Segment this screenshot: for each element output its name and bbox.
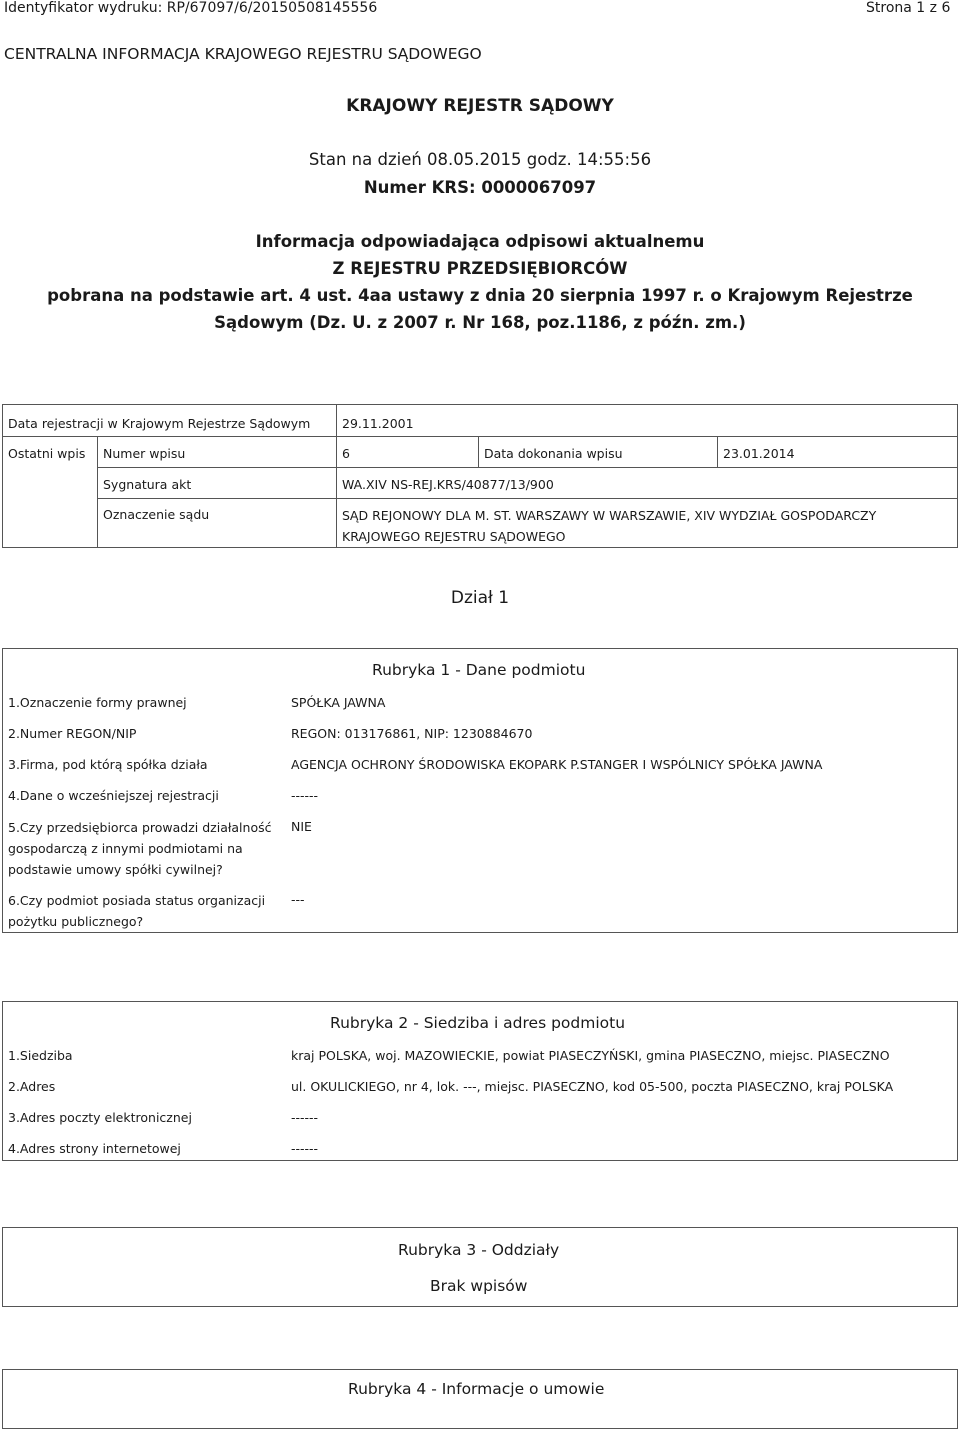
entry-number-value: 6	[342, 446, 350, 461]
entry-date-label: Data dokonania wpisu	[484, 446, 623, 461]
rubryka-3-title: Rubryka 3 - Oddziały	[398, 1241, 560, 1259]
reg-date-value: 29.11.2001	[342, 416, 414, 431]
court-value: SĄD REJONOWY DLA M. ST. WARSZAWY W WARSZAWIE, XIV WYDZIAŁ GOSPODARCZY KRAJOWEGO REJESTRU SĄDOWEGO	[342, 508, 877, 544]
rubryka-3-note: Brak wpisów	[430, 1277, 528, 1295]
legal-basis-line-2: Sądowym (Dz. U. z 2007 r. Nr 168, poz.1186, z późn. zm.)	[214, 313, 746, 332]
r1-value-2: REGON: 013176861, NIP: 1230884670	[291, 726, 533, 741]
rubryka-4-box	[2, 1369, 958, 1429]
page-number: Strona 1 z 6	[866, 0, 951, 16]
r1-label-5: 5.Czy przedsiębiorca prowadzi działalność gospodarczą z innymi podmiotami na podstawie umowy spółki cywilnej?	[8, 820, 272, 877]
signature-value: WA.XIV NS-REJ.KRS/40877/13/900	[342, 477, 554, 492]
entry-date-value: 23.01.2014	[723, 446, 795, 461]
r1-label-3: 3.Firma, pod którą spółka działa	[8, 757, 208, 772]
rubryka-4-title: Rubryka 4 - Informacje o umowie	[348, 1380, 605, 1398]
legal-basis-line-1: pobrana na podstawie art. 4 ust. 4aa ustawy z dnia 20 sierpnia 1997 r. o Krajowym Rejestrze	[47, 286, 913, 305]
r2-value-1: kraj POLSKA, woj. MAZOWIECKIE, powiat PIASECZYŃSKI, gmina PIASECZNO, miejsc. PIASECZNO	[291, 1048, 890, 1063]
rubryka-3-box	[2, 1227, 958, 1307]
section-title: Dział 1	[450, 588, 510, 608]
r2-label-2: 2.Adres	[8, 1079, 56, 1094]
court-label: Oznaczenie sądu	[103, 507, 210, 522]
print-identifier: Identyfikator wydruku: RP/67097/6/20150508145556	[4, 0, 378, 16]
r1-value-6: ---	[291, 892, 305, 907]
entry-number-label: Numer wpisu	[103, 446, 186, 461]
r2-label-4: 4.Adres strony internetowej	[8, 1141, 181, 1156]
reg-date-label: Data rejestracji w Krajowym Rejestrze Sądowym	[8, 416, 311, 431]
institution-name: CENTRALNA INFORMACJA KRAJOWEGO REJESTRU SĄDOWEGO	[4, 45, 482, 63]
r1-label-1: 1.Oznaczenie formy prawnej	[8, 695, 187, 710]
r2-value-4: ------	[291, 1141, 319, 1156]
state-date: Stan na dzień 08.05.2015 godz. 14:55:56	[308, 150, 652, 169]
rubryka-2-title: Rubryka 2 - Siedziba i adres podmiotu	[330, 1014, 626, 1032]
r2-label-1: 1.Siedziba	[8, 1048, 73, 1063]
r1-value-1: SPÓŁKA JAWNA	[291, 695, 386, 710]
r2-label-3: 3.Adres poczty elektronicznej	[8, 1110, 192, 1125]
signature-label: Sygnatura akt	[103, 477, 192, 492]
info-line-2: Z REJESTRU PRZEDSIĘBIORCÓW	[332, 259, 628, 278]
last-entry-label: Ostatni wpis	[8, 446, 86, 461]
r1-value-3: AGENCJA OCHRONY ŚRODOWISKA EKOPARK P.STANGER I WSPÓLNICY SPÓŁKA JAWNA	[291, 757, 823, 772]
r1-label-6: 6.Czy podmiot posiada status organizacji pożytku publicznego?	[8, 893, 266, 929]
rubryka-1-title-text: Rubryka 1 - Dane podmiotu	[372, 661, 586, 679]
r2-value-2: ul. OKULICKIEGO, nr 4, lok. ---, miejsc. PIASECZNO, kod 05-500, poczta PIASECZNO, kraj POLSKA	[291, 1079, 894, 1094]
krs-number: Numer KRS: 0000067097	[363, 178, 597, 197]
r1-value-4: ------	[291, 788, 319, 803]
r1-label-2: 2.Numer REGON/NIP	[8, 726, 137, 741]
info-line-1: Informacja odpowiadająca odpisowi aktualnemu	[255, 232, 705, 251]
r1-label-4: 4.Dane o wcześniejszej rejestracji	[8, 788, 219, 803]
r2-value-3: ------	[291, 1110, 319, 1125]
registry-title: KRAJOWY REJESTR SĄDOWY	[346, 96, 614, 116]
r1-value-5: NIE	[291, 819, 312, 834]
